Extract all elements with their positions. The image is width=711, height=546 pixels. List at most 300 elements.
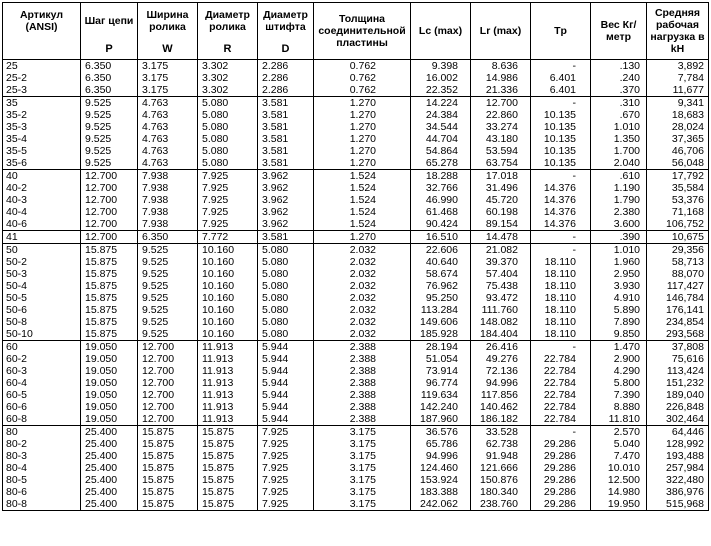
- cell-pin-diameter: 7.925: [258, 486, 314, 498]
- cell-plate-thickness: 3.175: [314, 498, 411, 511]
- cell-lr-max: 22.860: [471, 109, 531, 121]
- cell-roller-diameter: 7.925: [198, 218, 258, 231]
- cell-weight: 2.950: [591, 268, 647, 280]
- table-row: [3, 316, 709, 328]
- cell-article: 50-4: [3, 280, 81, 292]
- cell-working-load: 53,376: [647, 194, 709, 206]
- cell-roller-width: 15.875: [138, 498, 198, 511]
- cell-roller-width: 4.763: [138, 97, 198, 110]
- cell-article: 25-3: [3, 84, 81, 97]
- header-pitch: Шаг цепи: [81, 3, 138, 40]
- cell-lr-max: 111.760: [471, 304, 531, 316]
- cell-lc-max: 242.062: [411, 498, 471, 511]
- table-row: [3, 474, 709, 486]
- cell-pin-diameter: 5.080: [258, 292, 314, 304]
- cell-tp: 14.376: [531, 194, 591, 206]
- cell-tp: -: [531, 170, 591, 183]
- cell-working-load: 37,808: [647, 341, 709, 354]
- cell-plate-thickness: 1.524: [314, 182, 411, 194]
- cell-pitch: 25.400: [81, 498, 138, 511]
- cell-plate-thickness: 2.032: [314, 256, 411, 268]
- cell-weight: 4.910: [591, 292, 647, 304]
- cell-plate-thickness: 3.175: [314, 462, 411, 474]
- cell-roller-diameter: 7.925: [198, 194, 258, 206]
- cell-pin-diameter: 7.925: [258, 450, 314, 462]
- cell-article: 60-6: [3, 401, 81, 413]
- cell-lr-max: 49.276: [471, 353, 531, 365]
- cell-roller-diameter: 11.913: [198, 341, 258, 354]
- cell-lc-max: 149.606: [411, 316, 471, 328]
- cell-pin-diameter: 7.925: [258, 438, 314, 450]
- cell-pin-diameter: 2.286: [258, 72, 314, 84]
- cell-roller-width: 15.875: [138, 486, 198, 498]
- cell-lr-max: 94.996: [471, 377, 531, 389]
- cell-pitch: 25.400: [81, 474, 138, 486]
- cell-roller-width: 12.700: [138, 389, 198, 401]
- table-row: [3, 341, 709, 354]
- cell-working-load: 64,446: [647, 426, 709, 439]
- cell-weight: 3.930: [591, 280, 647, 292]
- cell-roller-diameter: 10.160: [198, 328, 258, 341]
- cell-tp: 18.110: [531, 256, 591, 268]
- cell-lr-max: 63.754: [471, 157, 531, 170]
- cell-tp: 22.784: [531, 401, 591, 413]
- cell-article: 50-3: [3, 268, 81, 280]
- cell-pitch: 15.875: [81, 316, 138, 328]
- table-body: [3, 60, 709, 511]
- table-row: [3, 206, 709, 218]
- cell-tp: 6.401: [531, 72, 591, 84]
- cell-lr-max: 184.404: [471, 328, 531, 341]
- cell-weight: 7.470: [591, 450, 647, 462]
- cell-weight: 1.010: [591, 121, 647, 133]
- cell-article: 50-6: [3, 304, 81, 316]
- cell-tp: -: [531, 231, 591, 244]
- cell-weight: 7.390: [591, 389, 647, 401]
- cell-weight: 1.010: [591, 244, 647, 257]
- cell-weight: 5.040: [591, 438, 647, 450]
- cell-roller-diameter: 15.875: [198, 462, 258, 474]
- cell-pitch: 25.400: [81, 462, 138, 474]
- cell-lr-max: 60.198: [471, 206, 531, 218]
- cell-roller-diameter: 5.080: [198, 145, 258, 157]
- cell-lr-max: 62.738: [471, 438, 531, 450]
- cell-working-load: 257,984: [647, 462, 709, 474]
- table-row: [3, 304, 709, 316]
- cell-lr-max: 21.082: [471, 244, 531, 257]
- cell-pin-diameter: 5.944: [258, 401, 314, 413]
- cell-pitch: 15.875: [81, 304, 138, 316]
- cell-roller-diameter: 5.080: [198, 133, 258, 145]
- cell-lc-max: 16.002: [411, 72, 471, 84]
- cell-roller-width: 3.175: [138, 60, 198, 73]
- cell-pin-diameter: 5.080: [258, 304, 314, 316]
- cell-weight: 1.700: [591, 145, 647, 157]
- cell-lr-max: 117.856: [471, 389, 531, 401]
- cell-pitch: 9.525: [81, 121, 138, 133]
- cell-article: 35-3: [3, 121, 81, 133]
- cell-pitch: 15.875: [81, 256, 138, 268]
- cell-plate-thickness: 2.032: [314, 244, 411, 257]
- cell-plate-thickness: 2.388: [314, 353, 411, 365]
- header-working-load: Средняя рабочая нагрузка в kH: [647, 3, 709, 60]
- cell-plate-thickness: 1.270: [314, 157, 411, 170]
- cell-weight: 19.950: [591, 498, 647, 511]
- cell-plate-thickness: 1.524: [314, 170, 411, 183]
- cell-pitch: 12.700: [81, 206, 138, 218]
- cell-pin-diameter: 3.962: [258, 206, 314, 218]
- cell-roller-width: 15.875: [138, 426, 198, 439]
- cell-pitch: 15.875: [81, 292, 138, 304]
- cell-roller-width: 15.875: [138, 438, 198, 450]
- cell-pitch: 19.050: [81, 341, 138, 354]
- cell-roller-diameter: 15.875: [198, 450, 258, 462]
- cell-pitch: 9.525: [81, 145, 138, 157]
- cell-working-load: 71,168: [647, 206, 709, 218]
- cell-weight: 7.890: [591, 316, 647, 328]
- cell-tp: 29.286: [531, 450, 591, 462]
- cell-working-load: 151,232: [647, 377, 709, 389]
- cell-pitch: 9.525: [81, 157, 138, 170]
- cell-lc-max: 153.924: [411, 474, 471, 486]
- cell-tp: -: [531, 426, 591, 439]
- cell-article: 60-8: [3, 413, 81, 426]
- cell-lr-max: 238.760: [471, 498, 531, 511]
- cell-plate-thickness: 1.270: [314, 133, 411, 145]
- header-tp: Tp: [531, 3, 591, 60]
- cell-weight: 1.790: [591, 194, 647, 206]
- cell-roller-width: 7.938: [138, 218, 198, 231]
- cell-article: 80-6: [3, 486, 81, 498]
- cell-lc-max: 54.864: [411, 145, 471, 157]
- cell-pitch: 6.350: [81, 60, 138, 73]
- cell-plate-thickness: 0.762: [314, 72, 411, 84]
- cell-tp: 18.110: [531, 304, 591, 316]
- cell-roller-diameter: 11.913: [198, 401, 258, 413]
- cell-pitch: 25.400: [81, 426, 138, 439]
- cell-pin-diameter: 5.944: [258, 365, 314, 377]
- cell-article: 60-3: [3, 365, 81, 377]
- cell-article: 60-4: [3, 377, 81, 389]
- header-weight: Вес Кг/метр: [591, 3, 647, 60]
- cell-plate-thickness: 2.032: [314, 280, 411, 292]
- cell-working-load: 128,992: [647, 438, 709, 450]
- cell-article: 80-3: [3, 450, 81, 462]
- header-roller-diameter: Диаметр ролика: [198, 3, 258, 40]
- cell-roller-width: 7.938: [138, 182, 198, 194]
- cell-plate-thickness: 2.032: [314, 304, 411, 316]
- cell-lr-max: 14.478: [471, 231, 531, 244]
- table-row: [3, 377, 709, 389]
- cell-plate-thickness: 1.270: [314, 109, 411, 121]
- cell-roller-diameter: 10.160: [198, 292, 258, 304]
- cell-weight: 11.810: [591, 413, 647, 426]
- cell-lc-max: 183.388: [411, 486, 471, 498]
- cell-weight: 1.350: [591, 133, 647, 145]
- cell-roller-diameter: 11.913: [198, 353, 258, 365]
- cell-roller-width: 12.700: [138, 341, 198, 354]
- cell-pin-diameter: 5.944: [258, 341, 314, 354]
- cell-article: 50-2: [3, 256, 81, 268]
- cell-roller-diameter: 7.925: [198, 206, 258, 218]
- cell-lr-max: 121.666: [471, 462, 531, 474]
- cell-weight: .240: [591, 72, 647, 84]
- cell-weight: 1.960: [591, 256, 647, 268]
- cell-lr-max: 93.472: [471, 292, 531, 304]
- cell-lr-max: 140.462: [471, 401, 531, 413]
- cell-roller-width: 12.700: [138, 365, 198, 377]
- cell-tp: 10.135: [531, 145, 591, 157]
- header-lc-max: Lc (max): [411, 3, 471, 60]
- cell-pin-diameter: 3.581: [258, 157, 314, 170]
- cell-pitch: 19.050: [81, 413, 138, 426]
- cell-lc-max: 95.250: [411, 292, 471, 304]
- cell-weight: .670: [591, 109, 647, 121]
- cell-pin-diameter: 5.080: [258, 316, 314, 328]
- cell-tp: 22.784: [531, 353, 591, 365]
- cell-lr-max: 31.496: [471, 182, 531, 194]
- cell-pitch: 19.050: [81, 365, 138, 377]
- cell-plate-thickness: 2.388: [314, 389, 411, 401]
- cell-roller-width: 7.938: [138, 206, 198, 218]
- cell-working-load: 37,365: [647, 133, 709, 145]
- cell-pitch: 12.700: [81, 194, 138, 206]
- cell-lr-max: 12.700: [471, 97, 531, 110]
- cell-article: 40-2: [3, 182, 81, 194]
- cell-pitch: 6.350: [81, 84, 138, 97]
- cell-plate-thickness: 1.270: [314, 145, 411, 157]
- cell-working-load: 7,784: [647, 72, 709, 84]
- cell-roller-diameter: 10.160: [198, 280, 258, 292]
- table-row: [3, 182, 709, 194]
- cell-tp: 29.286: [531, 438, 591, 450]
- table-row: [3, 353, 709, 365]
- cell-pin-diameter: 3.962: [258, 182, 314, 194]
- cell-weight: 14.980: [591, 486, 647, 498]
- table-row: [3, 280, 709, 292]
- cell-lc-max: 61.468: [411, 206, 471, 218]
- cell-tp: 29.286: [531, 474, 591, 486]
- cell-working-load: 226,848: [647, 401, 709, 413]
- cell-tp: 29.286: [531, 498, 591, 511]
- cell-working-load: 113,424: [647, 365, 709, 377]
- cell-article: 60-2: [3, 353, 81, 365]
- cell-roller-width: 9.525: [138, 244, 198, 257]
- cell-lc-max: 40.640: [411, 256, 471, 268]
- cell-tp: 18.110: [531, 328, 591, 341]
- table-row: [3, 157, 709, 170]
- cell-working-load: 46,706: [647, 145, 709, 157]
- cell-lr-max: 57.404: [471, 268, 531, 280]
- cell-lr-max: 72.136: [471, 365, 531, 377]
- cell-tp: 22.784: [531, 377, 591, 389]
- cell-working-load: 176,141: [647, 304, 709, 316]
- cell-pin-diameter: 5.080: [258, 244, 314, 257]
- cell-plate-thickness: 2.032: [314, 328, 411, 341]
- cell-roller-diameter: 5.080: [198, 97, 258, 110]
- cell-lc-max: 142.240: [411, 401, 471, 413]
- cell-plate-thickness: 3.175: [314, 426, 411, 439]
- cell-tp: 18.110: [531, 316, 591, 328]
- table-row: [3, 84, 709, 97]
- table-row: [3, 438, 709, 450]
- cell-article: 50: [3, 244, 81, 257]
- cell-roller-diameter: 10.160: [198, 256, 258, 268]
- cell-roller-width: 12.700: [138, 353, 198, 365]
- cell-plate-thickness: 2.388: [314, 377, 411, 389]
- cell-lr-max: 17.018: [471, 170, 531, 183]
- cell-article: 25-2: [3, 72, 81, 84]
- cell-roller-width: 4.763: [138, 157, 198, 170]
- cell-lc-max: 96.774: [411, 377, 471, 389]
- cell-plate-thickness: 0.762: [314, 60, 411, 73]
- cell-pin-diameter: 5.944: [258, 377, 314, 389]
- cell-plate-thickness: 3.175: [314, 450, 411, 462]
- header-lr-max: Lr (max): [471, 3, 531, 60]
- cell-lr-max: 75.438: [471, 280, 531, 292]
- cell-working-load: 9,341: [647, 97, 709, 110]
- cell-lr-max: 89.154: [471, 218, 531, 231]
- cell-lr-max: 53.594: [471, 145, 531, 157]
- cell-weight: 10.010: [591, 462, 647, 474]
- cell-working-load: 302,464: [647, 413, 709, 426]
- cell-pin-diameter: 5.080: [258, 268, 314, 280]
- cell-weight: 12.500: [591, 474, 647, 486]
- cell-pin-diameter: 5.080: [258, 256, 314, 268]
- cell-article: 25: [3, 60, 81, 73]
- cell-roller-diameter: 15.875: [198, 438, 258, 450]
- cell-plate-thickness: 2.032: [314, 316, 411, 328]
- cell-pitch: 25.400: [81, 438, 138, 450]
- cell-roller-diameter: 3.302: [198, 60, 258, 73]
- table-row: [3, 133, 709, 145]
- cell-tp: 10.135: [531, 109, 591, 121]
- cell-pitch: 25.400: [81, 450, 138, 462]
- table-row: [3, 244, 709, 257]
- cell-pin-diameter: 3.962: [258, 194, 314, 206]
- cell-pitch: 12.700: [81, 218, 138, 231]
- cell-article: 40-3: [3, 194, 81, 206]
- cell-weight: .310: [591, 97, 647, 110]
- cell-lc-max: 76.962: [411, 280, 471, 292]
- cell-roller-width: 3.175: [138, 84, 198, 97]
- cell-lr-max: 43.180: [471, 133, 531, 145]
- cell-lc-max: 22.606: [411, 244, 471, 257]
- cell-weight: 9.850: [591, 328, 647, 341]
- cell-pin-diameter: 5.944: [258, 413, 314, 426]
- chain-specs-table: [2, 2, 709, 511]
- cell-lr-max: 91.948: [471, 450, 531, 462]
- cell-tp: -: [531, 244, 591, 257]
- table-header: [3, 3, 709, 60]
- cell-tp: 10.135: [531, 121, 591, 133]
- cell-plate-thickness: 1.524: [314, 218, 411, 231]
- cell-roller-width: 15.875: [138, 474, 198, 486]
- cell-roller-width: 9.525: [138, 280, 198, 292]
- cell-lc-max: 65.278: [411, 157, 471, 170]
- table-row: [3, 218, 709, 231]
- cell-plate-thickness: 1.270: [314, 97, 411, 110]
- cell-tp: 14.376: [531, 218, 591, 231]
- cell-weight: .610: [591, 170, 647, 183]
- cell-pitch: 9.525: [81, 133, 138, 145]
- cell-lr-max: 150.876: [471, 474, 531, 486]
- table-row: [3, 109, 709, 121]
- table-row: [3, 268, 709, 280]
- cell-tp: 18.110: [531, 280, 591, 292]
- cell-weight: 1.190: [591, 182, 647, 194]
- cell-weight: .390: [591, 231, 647, 244]
- cell-tp: 10.135: [531, 157, 591, 170]
- cell-roller-diameter: 5.080: [198, 121, 258, 133]
- cell-lc-max: 119.634: [411, 389, 471, 401]
- cell-plate-thickness: 1.270: [314, 231, 411, 244]
- cell-article: 35-2: [3, 109, 81, 121]
- cell-lc-max: 28.194: [411, 341, 471, 354]
- cell-roller-diameter: 5.080: [198, 109, 258, 121]
- cell-article: 60-5: [3, 389, 81, 401]
- cell-working-load: 88,070: [647, 268, 709, 280]
- table-row: [3, 365, 709, 377]
- cell-plate-thickness: 1.524: [314, 194, 411, 206]
- cell-roller-diameter: 3.302: [198, 72, 258, 84]
- cell-pin-diameter: 3.581: [258, 145, 314, 157]
- header-roller-width: Ширина ролика: [138, 3, 198, 40]
- cell-roller-diameter: 10.160: [198, 316, 258, 328]
- cell-working-load: 117,427: [647, 280, 709, 292]
- cell-lc-max: 36.576: [411, 426, 471, 439]
- cell-pin-diameter: 7.925: [258, 474, 314, 486]
- cell-roller-width: 9.525: [138, 256, 198, 268]
- cell-tp: -: [531, 341, 591, 354]
- cell-pin-diameter: 3.962: [258, 170, 314, 183]
- cell-roller-diameter: 15.875: [198, 474, 258, 486]
- cell-pitch: 15.875: [81, 268, 138, 280]
- cell-lr-max: 8.636: [471, 60, 531, 73]
- cell-tp: 22.784: [531, 389, 591, 401]
- cell-weight: 5.890: [591, 304, 647, 316]
- cell-lc-max: 51.054: [411, 353, 471, 365]
- cell-roller-width: 9.525: [138, 292, 198, 304]
- cell-roller-width: 9.525: [138, 328, 198, 341]
- cell-lc-max: 24.384: [411, 109, 471, 121]
- cell-article: 50-8: [3, 316, 81, 328]
- cell-plate-thickness: 0.762: [314, 84, 411, 97]
- cell-plate-thickness: 1.270: [314, 121, 411, 133]
- cell-lc-max: 46.990: [411, 194, 471, 206]
- cell-weight: 1.470: [591, 341, 647, 354]
- cell-lc-max: 187.960: [411, 413, 471, 426]
- cell-working-load: 234,854: [647, 316, 709, 328]
- cell-lc-max: 185.928: [411, 328, 471, 341]
- cell-pitch: 12.700: [81, 182, 138, 194]
- header-article: Артикул (ANSI): [3, 3, 81, 60]
- cell-roller-diameter: 15.875: [198, 498, 258, 511]
- table-row: [3, 426, 709, 439]
- table-row: [3, 462, 709, 474]
- header-pitch-symbol: P: [81, 39, 138, 60]
- cell-article: 35-5: [3, 145, 81, 157]
- cell-pin-diameter: 5.080: [258, 328, 314, 341]
- cell-pin-diameter: 2.286: [258, 60, 314, 73]
- table-row: [3, 97, 709, 110]
- cell-working-load: 293,568: [647, 328, 709, 341]
- cell-working-load: 17,792: [647, 170, 709, 183]
- cell-pin-diameter: 3.581: [258, 121, 314, 133]
- cell-lc-max: 22.352: [411, 84, 471, 97]
- cell-pin-diameter: 5.080: [258, 280, 314, 292]
- cell-pitch: 15.875: [81, 328, 138, 341]
